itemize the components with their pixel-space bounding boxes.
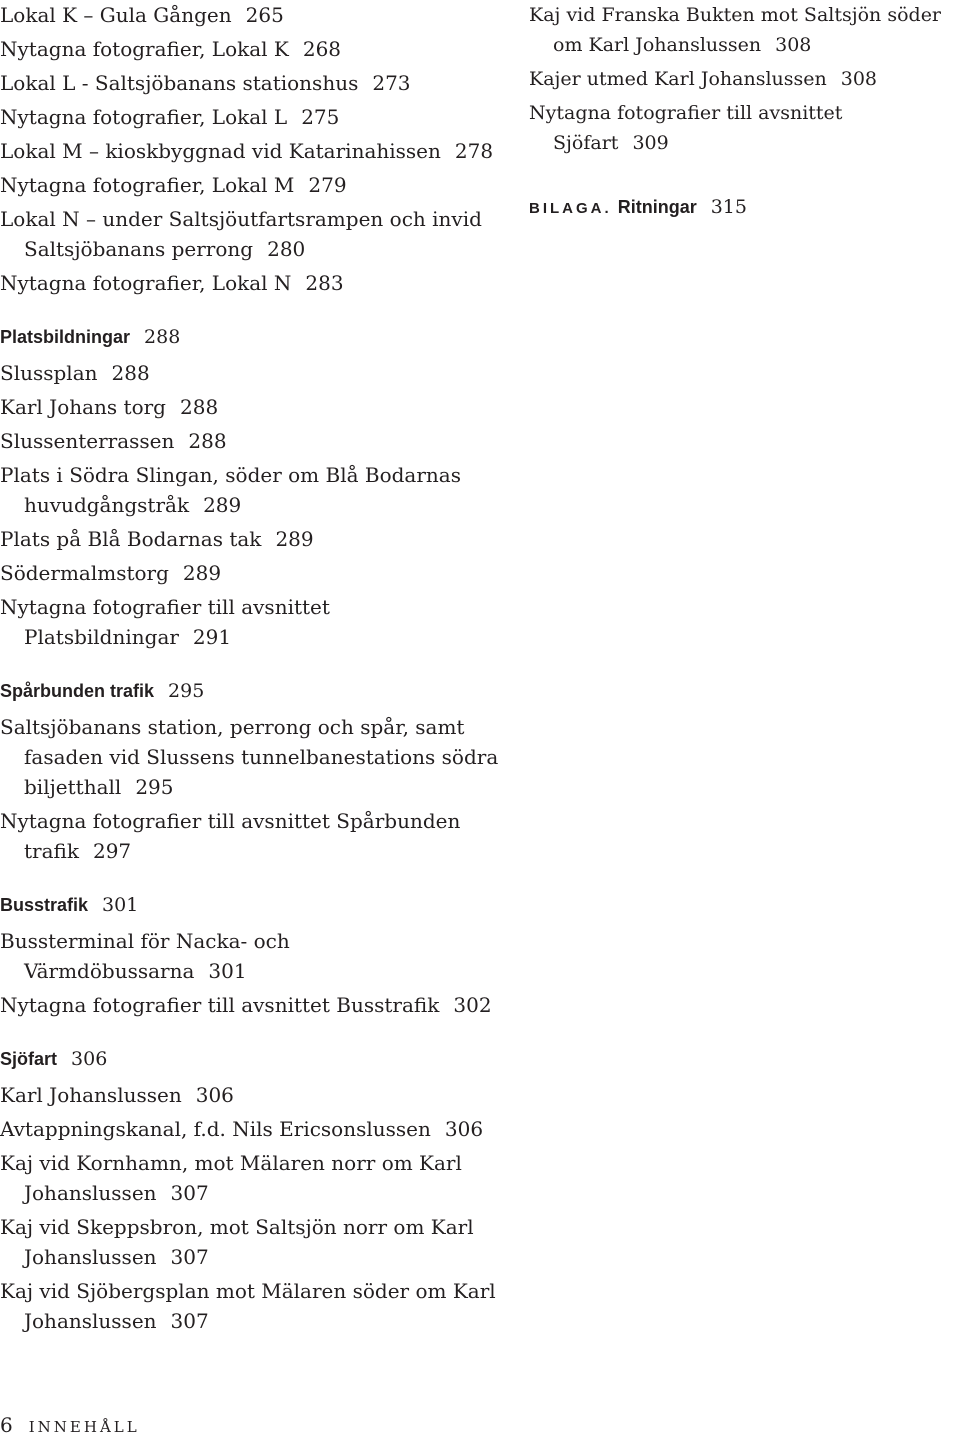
- section-heading: [0, 1046, 510, 1072]
- toc-section-platsbildningar: [0, 324, 510, 652]
- toc-entry-text: Avtappningskanal, f.d. Nils Ericsonslussen: [0, 1117, 431, 1141]
- section-title: Busstrafik: [0, 895, 89, 915]
- toc-entry-page: 289: [182, 561, 222, 585]
- toc-entry-text: Kajer utmed Karl Johanslussen: [529, 68, 827, 90]
- toc-entry: [0, 712, 510, 802]
- toc-entry: [0, 990, 510, 1020]
- toc-section-sjofart: [0, 1046, 510, 1336]
- toc-entry-page: 283: [305, 271, 344, 295]
- toc-entry: [529, 64, 959, 94]
- toc-entry-text: Kaj vid Skeppsbron, mot Saltsjön norr om Karl Johanslussen: [0, 1215, 474, 1269]
- section-page: 288: [144, 326, 181, 348]
- toc-entry-page: 280: [267, 237, 306, 261]
- toc-entry-page: 297: [92, 839, 132, 863]
- toc-entry: [529, 98, 959, 158]
- toc-entry-text: Nytagna fotografier till avsnittet Platsbildningar: [0, 595, 330, 649]
- section-heading: [0, 892, 510, 918]
- toc-entry: [0, 102, 510, 132]
- toc-entry-text: Södermalmstorg: [0, 561, 169, 585]
- section-title: Platsbildningar: [0, 327, 131, 347]
- toc-entry-page: 306: [195, 1083, 234, 1107]
- toc-entry-page: 289: [275, 527, 314, 551]
- section-heading: [0, 324, 510, 350]
- toc-entry-page: 279: [308, 173, 347, 197]
- toc-entry-page: 309: [632, 132, 669, 154]
- toc-entry-text: Lokal M – kioskbyggnad vid Katarinahissen: [0, 139, 441, 163]
- toc-entry: [0, 34, 510, 64]
- page-footer: [0, 1410, 140, 1442]
- toc-entry-page: 288: [111, 361, 150, 385]
- toc-entry: [0, 1148, 510, 1208]
- section-heading: [0, 678, 510, 704]
- bilaga-title: Ritningar: [617, 197, 697, 217]
- toc-entry: [0, 1276, 510, 1336]
- toc-entry: [0, 1212, 510, 1272]
- toc-entry-text: Lokal L - Saltsjöbanans stationshus: [0, 71, 359, 95]
- toc-entry-page: 291: [192, 625, 232, 649]
- toc-section-sparbunden-trafik: [0, 678, 510, 866]
- toc-entry-page: 275: [301, 105, 340, 129]
- toc-entry-text: Plats i Södra Slingan, söder om Blå Bodarnas huvudgångstråk: [0, 463, 461, 517]
- toc-entry-text: Slussenterrassen: [0, 429, 175, 453]
- toc-entry-page: 268: [302, 37, 342, 61]
- toc-entry: [0, 392, 510, 422]
- toc-entry-text: Saltsjöbanans station, perrong och spår, samt fasaden vid Slussens tunnelbanestations södra biljetthall: [0, 715, 499, 799]
- toc-entry: [0, 806, 510, 866]
- toc-entry: [0, 1114, 510, 1144]
- toc-entry-text: Lokal K – Gula Gången: [0, 3, 232, 27]
- toc-entry-text: Plats på Blå Bodarnas tak: [0, 527, 262, 551]
- toc-entry-text: Nytagna fotografier, Lokal N: [0, 271, 292, 295]
- running-footer: INNEHÅLL: [28, 1418, 140, 1436]
- toc-entry-page: 306: [444, 1117, 484, 1141]
- toc-entry: [0, 170, 510, 200]
- toc-entry-text: Nytagna fotografier, Lokal M: [0, 173, 295, 197]
- toc-entry-page: 308: [775, 34, 812, 56]
- toc-entry: [0, 136, 510, 166]
- toc-entry-page: 307: [170, 1309, 209, 1333]
- toc-left-column: [0, 0, 510, 1340]
- section-title: Spårbunden trafik: [0, 681, 155, 701]
- toc-entry-page: 273: [372, 71, 411, 95]
- toc-entry-page: 288: [180, 395, 219, 419]
- toc-entry-page: 307: [170, 1245, 209, 1269]
- toc-entry-text: Kaj vid Franska Bukten mot Saltsjön söder om Karl Johanslussen: [529, 4, 942, 56]
- toc-entry-text: Kaj vid Sjöbergsplan mot Mälaren söder om Karl Johanslussen: [0, 1279, 496, 1333]
- section-page: 301: [102, 894, 139, 916]
- toc-entry: [0, 68, 510, 98]
- toc-entry-page: 308: [840, 68, 878, 90]
- toc-entry-text: Nytagna fotografier till avsnittet Sjöfart: [529, 102, 843, 154]
- toc-entry-page: 302: [453, 993, 492, 1017]
- toc-entry-bilaga: [529, 192, 959, 224]
- bilaga-label: BILAGA.: [529, 200, 612, 217]
- toc-entry-page: 288: [188, 429, 227, 453]
- section-title: Sjöfart: [0, 1049, 58, 1069]
- toc-entry: [0, 460, 510, 520]
- toc-entry-page: 295: [135, 775, 174, 799]
- toc-entry-text: Slussplan: [0, 361, 98, 385]
- toc-entry: [0, 0, 510, 30]
- bilaga-page: 315: [710, 196, 747, 218]
- toc-section-busstrafik: [0, 892, 510, 1020]
- toc-entry: [0, 1080, 510, 1110]
- toc-entry-page: 278: [454, 139, 494, 163]
- page-number: 6: [0, 1413, 13, 1437]
- toc-entry-text: Karl Johans torg: [0, 395, 166, 419]
- toc-entry-text: Nytagna fotografier till avsnittet Spårbunden trafik: [0, 809, 461, 863]
- toc-entry: [0, 268, 510, 298]
- toc-entry-text: Bussterminal för Nacka- och Värmdöbussarna: [0, 929, 290, 983]
- section-page: 306: [71, 1048, 108, 1070]
- toc-entry-page: 265: [245, 3, 284, 27]
- toc-entry: [0, 558, 510, 588]
- toc-entry-text: Nytagna fotografier, Lokal K: [0, 37, 289, 61]
- toc-entry: [0, 358, 510, 388]
- section-page: 295: [168, 680, 205, 702]
- toc-entry-text: Kaj vid Kornhamn, mot Mälaren norr om Karl Johanslussen: [0, 1151, 462, 1205]
- toc-entry: [0, 926, 510, 986]
- toc-entry: [529, 0, 959, 60]
- toc-entry-page: 301: [208, 959, 247, 983]
- toc-entry: [0, 592, 510, 652]
- toc-entry-group: [0, 0, 510, 298]
- toc-entry-page: 289: [203, 493, 242, 517]
- toc-entry-text: Lokal N – under Saltsjöutfartsrampen och invid Saltsjöbanans perrong: [0, 207, 482, 261]
- toc-entry-page: 307: [170, 1181, 209, 1205]
- toc-entry: [0, 426, 510, 456]
- toc-entry-text: Nytagna fotografier, Lokal L: [0, 105, 288, 129]
- toc-entry-text: Nytagna fotografier till avsnittet Busstrafik: [0, 993, 440, 1017]
- toc-entry: [0, 204, 510, 264]
- toc-entry: [0, 524, 510, 554]
- toc-right-column: [529, 0, 959, 228]
- toc-entry-text: Karl Johanslussen: [0, 1083, 182, 1107]
